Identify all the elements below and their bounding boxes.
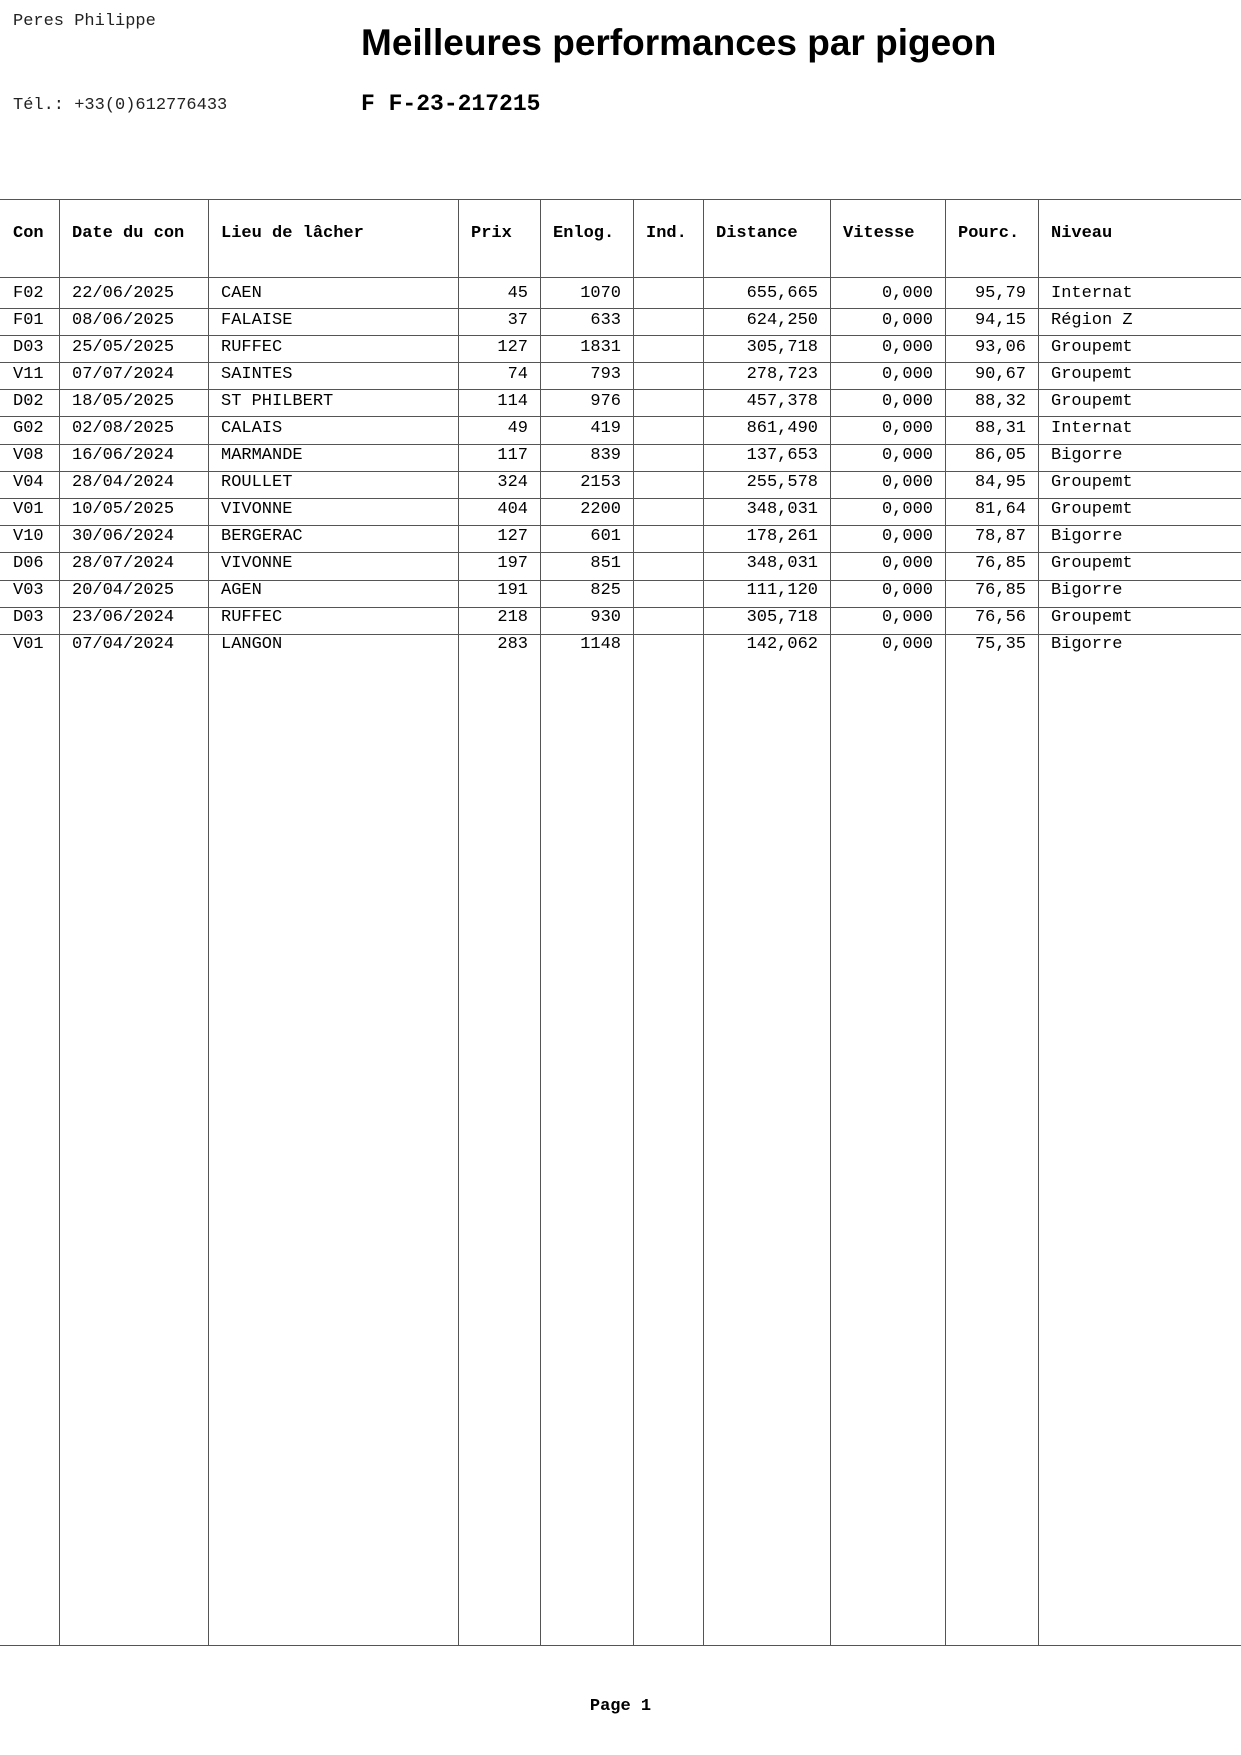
cell-prix: 37 (507, 311, 528, 330)
cell-vitesse: 0,000 (881, 500, 933, 519)
cell-pourc: 75,35 (974, 635, 1026, 654)
cell-date: 16/06/2024 (72, 446, 175, 465)
cell-con: D06 (13, 554, 44, 573)
cell-prix: 191 (497, 581, 528, 600)
cell-niveau: Groupemt (1051, 338, 1133, 357)
cell-prix: 114 (497, 392, 528, 411)
cell-niveau: Bigorre (1051, 527, 1123, 546)
row-divider (0, 199, 1241, 200)
cell-niveau: Bigorre (1051, 581, 1123, 600)
cell-vitesse: 0,000 (881, 392, 933, 411)
cell-distance: 305,718 (746, 338, 818, 357)
cell-date: 07/07/2024 (72, 365, 175, 384)
column-header-pourc: Pourc. (958, 224, 1020, 243)
cell-con: V04 (13, 473, 44, 492)
row-divider (0, 525, 1241, 526)
cell-prix: 49 (507, 419, 528, 438)
cell-enlog: 1831 (580, 338, 621, 357)
cell-lieu: SAINTES (221, 365, 293, 384)
page-number: Page 1 (589, 1697, 652, 1716)
row-divider (0, 362, 1241, 363)
cell-prix: 197 (497, 554, 528, 573)
cell-vitesse: 0,000 (881, 284, 933, 303)
cell-niveau: Internat (1051, 419, 1133, 438)
cell-pourc: 88,31 (974, 419, 1026, 438)
cell-lieu: FALAISE (221, 311, 293, 330)
cell-con: V03 (13, 581, 44, 600)
cell-enlog: 601 (590, 527, 621, 546)
cell-niveau: Groupemt (1051, 473, 1133, 492)
cell-lieu: VIVONNE (221, 500, 293, 519)
cell-prix: 324 (497, 473, 528, 492)
row-divider (0, 1645, 1241, 1646)
column-divider (703, 199, 704, 1645)
cell-prix: 218 (497, 608, 528, 627)
cell-enlog: 633 (590, 311, 621, 330)
cell-niveau: Groupemt (1051, 392, 1133, 411)
cell-date: 28/04/2024 (72, 473, 175, 492)
cell-con: V11 (13, 365, 44, 384)
cell-lieu: ST PHILBERT (221, 392, 334, 411)
cell-pourc: 93,06 (974, 338, 1026, 357)
owner-phone: Tél.: +33(0)612776433 (13, 96, 228, 115)
row-divider (0, 498, 1241, 499)
cell-prix: 45 (507, 284, 528, 303)
row-divider (0, 444, 1241, 445)
cell-vitesse: 0,000 (881, 365, 933, 384)
cell-vitesse: 0,000 (881, 635, 933, 654)
cell-enlog: 793 (590, 365, 621, 384)
cell-enlog: 2200 (580, 500, 621, 519)
cell-lieu: AGEN (221, 581, 262, 600)
column-divider (1038, 199, 1039, 1645)
cell-con: V01 (13, 500, 44, 519)
cell-distance: 178,261 (746, 527, 818, 546)
cell-con: V08 (13, 446, 44, 465)
cell-distance: 624,250 (746, 311, 818, 330)
cell-pourc: 84,95 (974, 473, 1026, 492)
cell-con: D03 (13, 608, 44, 627)
row-divider (0, 308, 1241, 309)
cell-date: 08/06/2025 (72, 311, 175, 330)
column-header-enlog: Enlog. (553, 224, 615, 243)
cell-pourc: 94,15 (974, 311, 1026, 330)
cell-date: 18/05/2025 (72, 392, 175, 411)
cell-lieu: ROULLET (221, 473, 293, 492)
cell-prix: 127 (497, 338, 528, 357)
cell-prix: 117 (497, 446, 528, 465)
cell-enlog: 976 (590, 392, 621, 411)
cell-distance: 142,062 (746, 635, 818, 654)
cell-niveau: Groupemt (1051, 500, 1133, 519)
cell-prix: 404 (497, 500, 528, 519)
cell-vitesse: 0,000 (881, 554, 933, 573)
cell-date: 02/08/2025 (72, 419, 175, 438)
cell-vitesse: 0,000 (881, 527, 933, 546)
column-header-distance: Distance (716, 224, 798, 243)
cell-date: 25/05/2025 (72, 338, 175, 357)
cell-distance: 137,653 (746, 446, 818, 465)
cell-niveau: Région Z (1051, 311, 1133, 330)
cell-enlog: 1148 (580, 635, 621, 654)
column-divider (208, 199, 209, 1645)
cell-vitesse: 0,000 (881, 446, 933, 465)
cell-enlog: 851 (590, 554, 621, 573)
cell-lieu: RUFFEC (221, 338, 283, 357)
cell-lieu: RUFFEC (221, 608, 283, 627)
cell-niveau: Groupemt (1051, 554, 1133, 573)
cell-distance: 348,031 (746, 500, 818, 519)
cell-date: 23/06/2024 (72, 608, 175, 627)
cell-date: 20/04/2025 (72, 581, 175, 600)
cell-con: V10 (13, 527, 44, 546)
row-divider (0, 416, 1241, 417)
cell-distance: 111,120 (746, 581, 818, 600)
cell-niveau: Bigorre (1051, 446, 1123, 465)
cell-date: 22/06/2025 (72, 284, 175, 303)
column-divider (458, 199, 459, 1645)
cell-distance: 861,490 (746, 419, 818, 438)
cell-niveau: Groupemt (1051, 365, 1133, 384)
ring-number: F F-23-217215 (361, 91, 541, 117)
cell-date: 07/04/2024 (72, 635, 175, 654)
cell-pourc: 88,32 (974, 392, 1026, 411)
row-divider (0, 552, 1241, 553)
cell-lieu: VIVONNE (221, 554, 293, 573)
column-divider (945, 199, 946, 1645)
cell-pourc: 78,87 (974, 527, 1026, 546)
cell-vitesse: 0,000 (881, 608, 933, 627)
cell-pourc: 76,85 (974, 554, 1026, 573)
column-divider (633, 199, 634, 1645)
column-header-date: Date du con (72, 224, 185, 243)
column-header-prix: Prix (471, 224, 512, 243)
cell-distance: 655,665 (746, 284, 818, 303)
row-divider (0, 277, 1241, 278)
cell-enlog: 1070 (580, 284, 621, 303)
cell-prix: 74 (507, 365, 528, 384)
cell-niveau: Bigorre (1051, 635, 1123, 654)
cell-prix: 283 (497, 635, 528, 654)
cell-pourc: 81,64 (974, 500, 1026, 519)
page-title: Meilleures performances par pigeon (361, 22, 997, 63)
cell-enlog: 419 (590, 419, 621, 438)
cell-lieu: CAEN (221, 284, 262, 303)
cell-lieu: BERGERAC (221, 527, 303, 546)
cell-pourc: 86,05 (974, 446, 1026, 465)
cell-lieu: CALAIS (221, 419, 283, 438)
column-divider (540, 199, 541, 1645)
cell-distance: 348,031 (746, 554, 818, 573)
column-divider (830, 199, 831, 1645)
cell-pourc: 95,79 (974, 284, 1026, 303)
row-divider (0, 335, 1241, 336)
cell-enlog: 930 (590, 608, 621, 627)
owner-name: Peres Philippe (13, 12, 156, 31)
cell-lieu: LANGON (221, 635, 283, 654)
cell-distance: 457,378 (746, 392, 818, 411)
row-divider (0, 471, 1241, 472)
cell-con: G02 (13, 419, 44, 438)
cell-niveau: Internat (1051, 284, 1133, 303)
column-header-lieu: Lieu de lâcher (221, 224, 364, 243)
column-header-ind: Ind. (646, 224, 687, 243)
cell-niveau: Groupemt (1051, 608, 1133, 627)
cell-vitesse: 0,000 (881, 311, 933, 330)
cell-con: D02 (13, 392, 44, 411)
cell-date: 30/06/2024 (72, 527, 175, 546)
cell-lieu: MARMANDE (221, 446, 303, 465)
cell-pourc: 76,56 (974, 608, 1026, 627)
cell-date: 10/05/2025 (72, 500, 175, 519)
cell-enlog: 825 (590, 581, 621, 600)
column-header-vitesse: Vitesse (843, 224, 915, 243)
cell-prix: 127 (497, 527, 528, 546)
column-header-niveau: Niveau (1051, 224, 1113, 243)
cell-pourc: 76,85 (974, 581, 1026, 600)
cell-vitesse: 0,000 (881, 338, 933, 357)
cell-distance: 278,723 (746, 365, 818, 384)
cell-con: V01 (13, 635, 44, 654)
cell-con: D03 (13, 338, 44, 357)
cell-pourc: 90,67 (974, 365, 1026, 384)
cell-vitesse: 0,000 (881, 581, 933, 600)
cell-con: F02 (13, 284, 44, 303)
cell-enlog: 839 (590, 446, 621, 465)
cell-vitesse: 0,000 (881, 419, 933, 438)
cell-date: 28/07/2024 (72, 554, 175, 573)
cell-enlog: 2153 (580, 473, 621, 492)
column-divider (59, 199, 60, 1645)
cell-distance: 255,578 (746, 473, 818, 492)
row-divider (0, 389, 1241, 390)
cell-distance: 305,718 (746, 608, 818, 627)
cell-con: F01 (13, 311, 44, 330)
column-header-con: Con (13, 224, 44, 243)
cell-vitesse: 0,000 (881, 473, 933, 492)
